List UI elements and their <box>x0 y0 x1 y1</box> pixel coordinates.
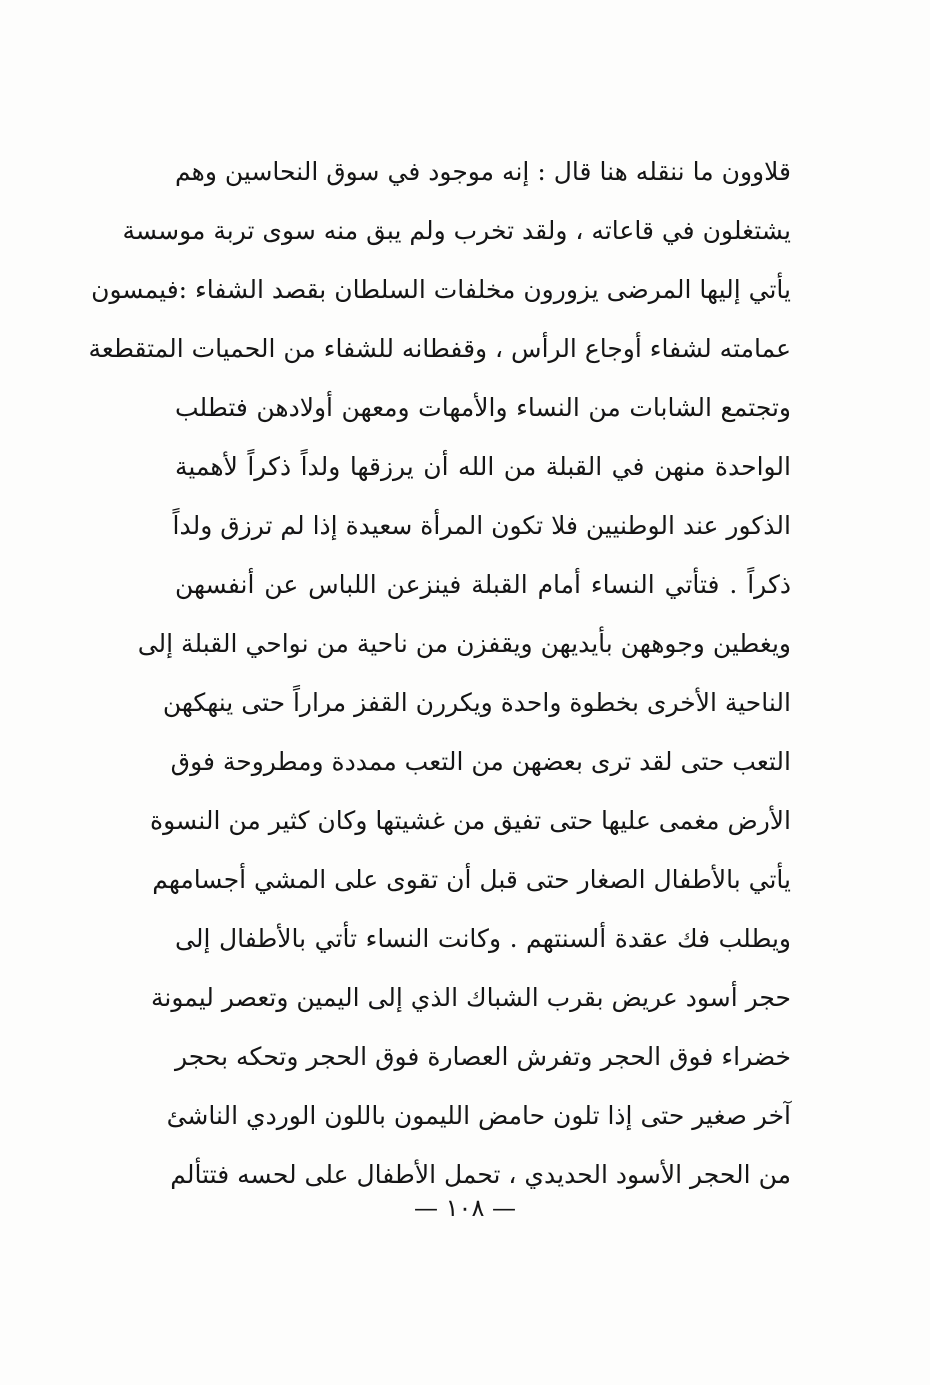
text-line-11: التعب حتى لقد ترى بعضهن من التعب ممددة ومطروحة فوق <box>170 747 791 776</box>
text-line-5: وتجتمع الشابات من النساء والأمهات ومعهن أولادهن فتطلب <box>175 393 791 422</box>
text-line-13: يأتي بالأطفال الصغار حتى قبل أن تقوى على المشي أجسامهم <box>152 865 791 894</box>
text-line-2: يشتغلون في قاعاته ، ولقد تخرب ولم يبق منه سوى تربة موسسة <box>122 216 791 245</box>
text-line-1: قلاوون ما ننقله هنا قال : إنه موجود في سوق النحاسين وهم <box>175 157 791 186</box>
body-text <box>88 142 791 1204</box>
text-line-18: من الحجر الأسود الحديدي ، تحمل الأطفال على لحسه فتتألم <box>170 1160 791 1189</box>
text-line-15: حجر أسود عريض بقرب الشباك الذي إلى اليمين وتعصر ليمونة <box>151 983 791 1012</box>
text-line-12: الأرض مغمى عليها حتى تفيق من غشيتها وكان كثير من النسوة <box>149 806 791 835</box>
text-line-17: آخر صغير حتى إذا تلون حامض الليمون باللون الوردي الناشئ <box>166 1101 791 1130</box>
text-line-14: ويطلب فك عقدة ألسنتهم . وكانت النساء تأتي بالأطفال إلى <box>175 924 791 953</box>
text-line-10: الناحية الأخرى بخطوة واحدة ويكررن القفز مراراً حتى ينهكهن <box>162 688 791 717</box>
page-number: — ١٠٨ — <box>414 1194 516 1222</box>
text-line-6: الواحدة منهن في القبلة من الله أن يرزقها ولداً ذكراً لأهمية <box>175 452 791 481</box>
text-line-4: عمامته لشفاء أوجاع الرأس ، وقفطانه للشفاء من الحميات المتقطعة <box>88 334 791 363</box>
text-line-8: ذكراً . فتأتي النساء أمام القبلة فينزعن اللباس عن أنفسهن <box>175 570 791 599</box>
text-line-7: الذكور عند الوطنيين فلا تكون المرأة سعيدة إذا لم ترزق ولداً <box>172 511 791 540</box>
text-line-16: خضراء فوق الحجر وتفرش العصارة فوق الحجر وتحكه بحجر <box>175 1042 791 1071</box>
text-line-3: يأتي إليها المرضى يزورون مخلفات السلطان بقصد الشفاء :فيمسون <box>91 275 791 304</box>
text-line-9: ويغطين وجوههن بأيديهن ويقفزن من ناحية من نواحي القبلة إلى <box>137 629 791 658</box>
